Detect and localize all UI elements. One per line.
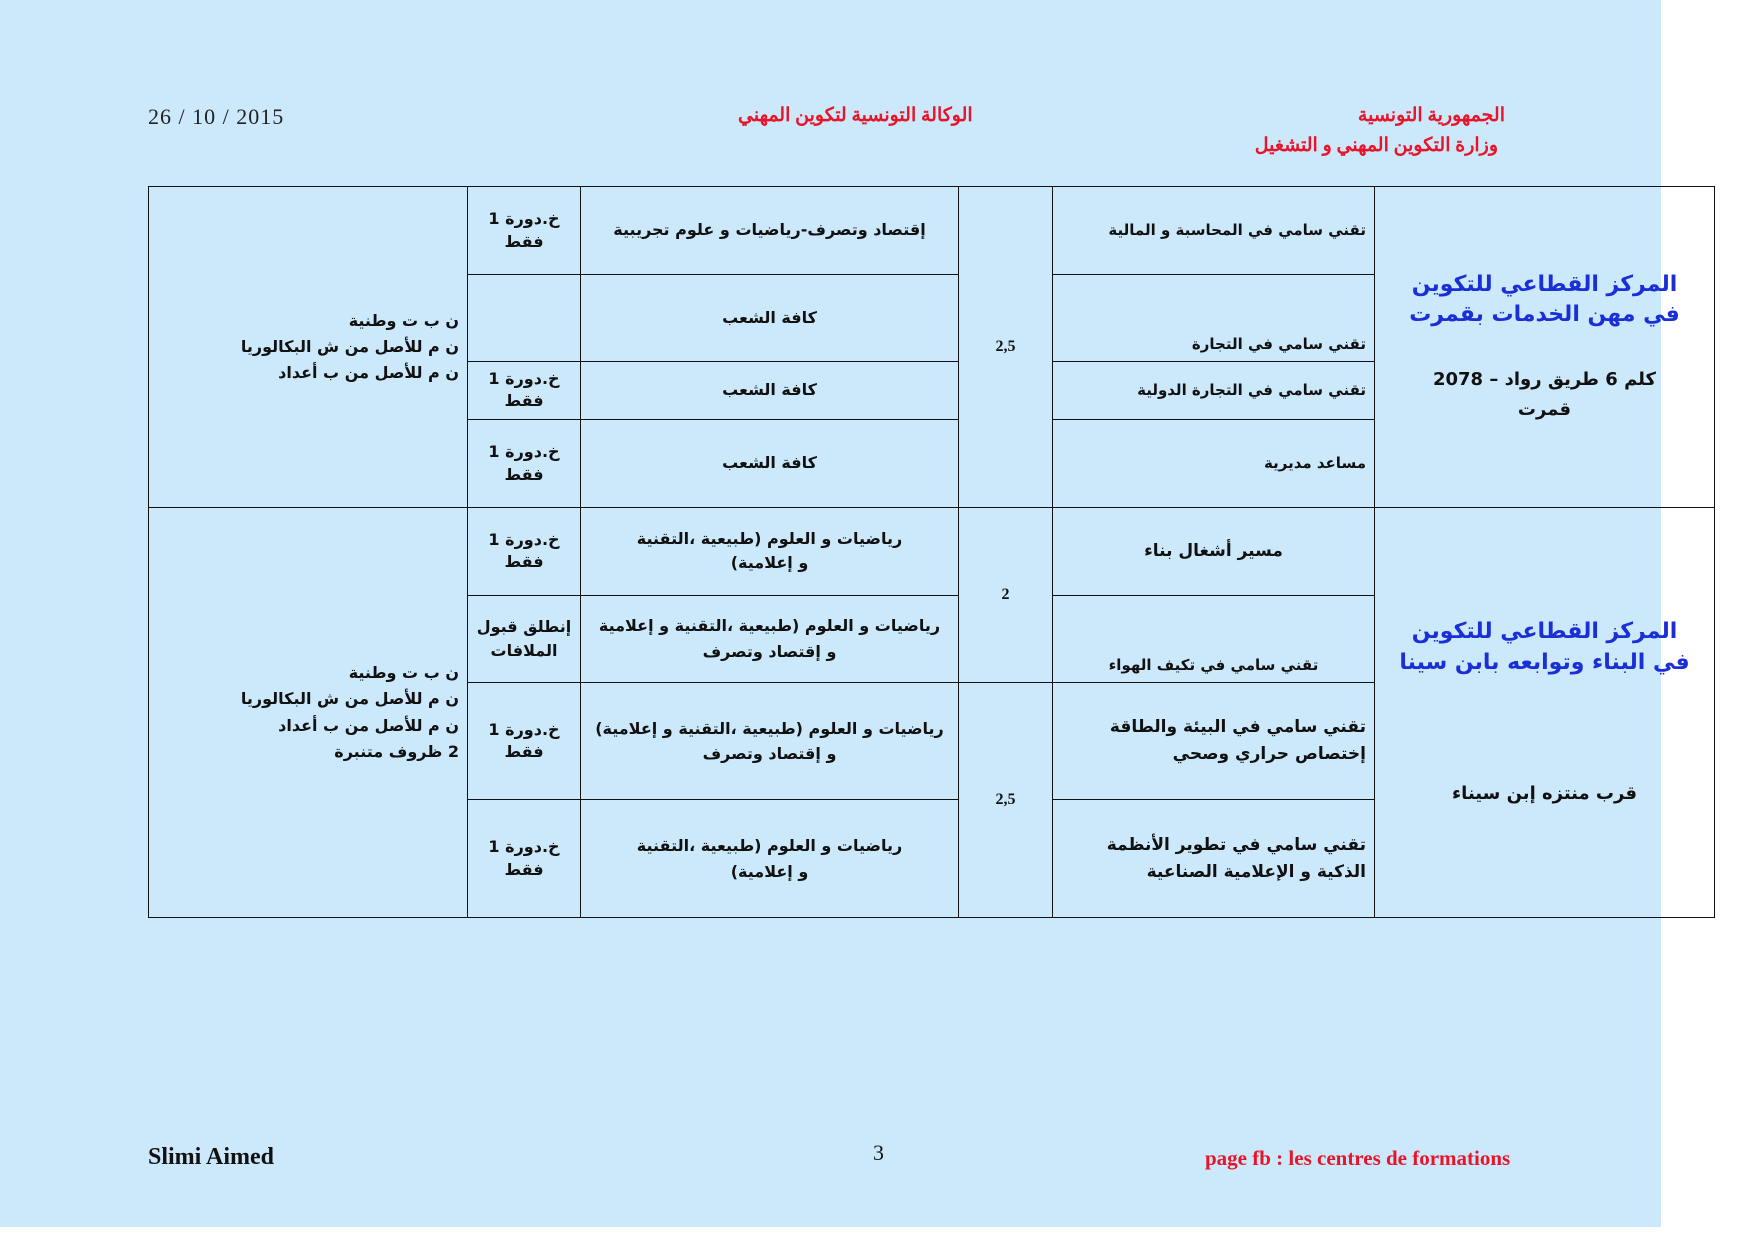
branches-cell: رياضيات و العلوم (طبيعية ،التقنية و إعلامية) (581, 508, 959, 595)
score-cell: 2 (959, 508, 1053, 683)
branches-cell: كافة الشعب (581, 361, 959, 419)
session-cell: إنطلق قبول الملافات (468, 595, 581, 682)
specialty-cell: مسير أشغال بناء (1053, 508, 1375, 595)
author-name: Slimi Aimed (148, 1144, 275, 1170)
session-cell: خ.دورة 1 فقط (468, 187, 581, 275)
session-cell: خ.دورة 1 فقط (468, 419, 581, 507)
specialty-cell: تقني سامي في التجارة الدولية (1053, 361, 1375, 419)
document-date: 26 / 10 / 2015 (148, 104, 285, 129)
session-cell: خ.دورة 1 فقط (468, 800, 581, 918)
page-number: 3 (873, 1140, 884, 1165)
training-centers-table (148, 186, 1715, 918)
republic-heading: الجمهورية التونسية (1357, 105, 1505, 126)
agency-heading: الوكالة التونسية لتكوين المهني (738, 105, 973, 126)
session-cell: خ.دورة 1 فقط (468, 361, 581, 419)
source-note: page fb : les centres de formations (1205, 1146, 1511, 1170)
specialty-cell: تقني سامي في التجارة (1053, 275, 1375, 361)
session-cell: خ.دورة 1 فقط (468, 682, 581, 799)
branches-cell: رياضيات و العلوم (طبيعية ،التقنية و إعلامية) و إقتصاد وتصرف (581, 682, 959, 799)
specialty-cell: تقني سامي في المحاسبة و المالية (1053, 187, 1375, 275)
specialty-cell: تقني سامي في تكيف الهواء (1053, 595, 1375, 682)
center-address: كلم 6 طريق رواد – 2078 قمرت (1432, 369, 1656, 420)
branches-cell: رياضيات و العلوم (طبيعية ،التقنية و إعلامية و إقتصاد وتصرف (581, 595, 959, 682)
center-cell (1375, 508, 1715, 918)
session-cell (468, 275, 581, 361)
center-name: المركز القطاعي للتكوين في مهن الخدمات بقمرت (1409, 271, 1680, 328)
branches-cell: كافة الشعب (581, 419, 959, 507)
conditions-cell: ن ب ت وطنية ن م للأصل من ش البكالوريا ن م للأصل من ب أعداد 2 ظروف متنبرة (149, 508, 468, 918)
session-cell: خ.دورة 1 فقط (468, 508, 581, 595)
specialty-cell: مساعد مديرية (1053, 419, 1375, 507)
center-address: قرب منتزه إبن سيناء (1451, 782, 1638, 804)
table-row (149, 187, 1715, 275)
branches-cell: إقتصاد وتصرف-رياضيات و علوم تجريبية (581, 187, 959, 275)
ministry-heading: وزارة التكوين المهني و التشغيل (1254, 135, 1498, 156)
branches-cell: كافة الشعب (581, 275, 959, 361)
score-cell: 2,5 (959, 682, 1053, 917)
center-name: المركز القطاعي للتكوين في البناء وتوابعه بابن سينا (1399, 619, 1690, 675)
score-cell: 2,5 (959, 187, 1053, 508)
table-row (149, 508, 1715, 595)
specialty-cell: تقني سامي في تطوير الأنظمة الذكية و الإعلامية الصناعية (1053, 800, 1375, 918)
specialty-cell: تقني سامي في البيئة والطاقة إختصاص حراري وصحي (1053, 682, 1375, 799)
conditions-cell: ن ب ت وطنية ن م للأصل من ش البكالوريا ن م للأصل من ب أعداد (149, 187, 468, 508)
center-cell (1375, 187, 1715, 508)
branches-cell: رياضيات و العلوم (طبيعية ،التقنية و إعلامية) (581, 800, 959, 918)
